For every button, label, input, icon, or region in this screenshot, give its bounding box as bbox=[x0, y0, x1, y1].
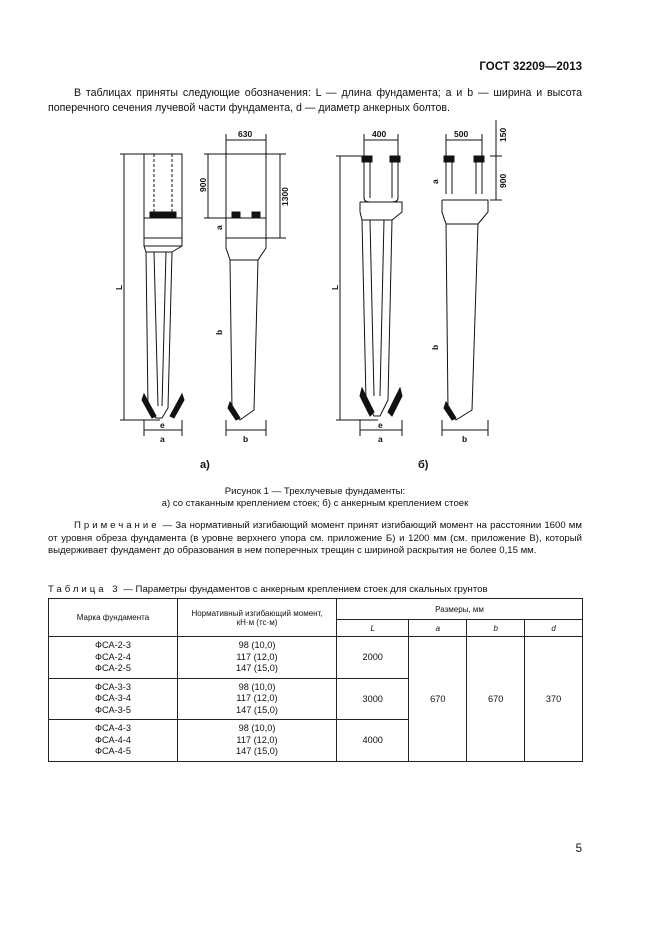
figure-1 bbox=[100, 120, 520, 480]
caption-line-2: а) со стаканным креплением стоек; б) с анкерным креплением стоек bbox=[161, 498, 469, 509]
header-moment-line1: Нормативный изгибающий момент, bbox=[191, 608, 323, 618]
marks-cell: ФСА-2-3 ФСА-2-4 ФСА-2-5 bbox=[49, 637, 178, 679]
page-number: 5 bbox=[575, 843, 582, 855]
header-moment bbox=[178, 599, 337, 637]
header-sizes: Размеры, мм bbox=[337, 599, 583, 620]
header-moment-line2: кН·м (тс·м) bbox=[236, 617, 278, 627]
b-cell: 670 bbox=[467, 637, 525, 762]
subfig-b-label: б) bbox=[418, 459, 429, 471]
dim-L-b: L bbox=[330, 284, 340, 290]
L-cell: 2000 bbox=[337, 637, 409, 679]
d-cell: 370 bbox=[525, 637, 583, 762]
label-a-2: a bbox=[430, 179, 440, 184]
table-row bbox=[49, 637, 583, 679]
caption-line-1: Рисунок 1 — Трехлучевые фундаменты: bbox=[224, 486, 406, 497]
dim-900-a: 900 bbox=[198, 177, 208, 192]
label-a-4: a bbox=[378, 434, 383, 444]
label-e-2: e bbox=[378, 420, 383, 430]
L-cell: 3000 bbox=[337, 678, 409, 720]
standard-number: ГОСТ 32209—2013 bbox=[479, 61, 582, 73]
note-label: Примечание bbox=[74, 520, 160, 531]
header-mark: Марка фундамента bbox=[49, 599, 178, 637]
parameters-table bbox=[48, 598, 583, 762]
figure-caption bbox=[48, 486, 582, 510]
moments-cell: 98 (10,0) 117 (12,0) 147 (15,0) bbox=[178, 720, 337, 762]
foundation-drawings bbox=[100, 120, 520, 480]
header-d: d bbox=[525, 620, 583, 637]
dim-400: 400 bbox=[372, 129, 387, 139]
label-b-2: b bbox=[430, 344, 440, 350]
table-caption bbox=[48, 584, 488, 595]
dim-L-a: L bbox=[114, 284, 124, 290]
header-b: b bbox=[467, 620, 525, 637]
note-text: — За нормативный изгибающий момент принят изгибающий момент на расстоянии 1600 мм от уровня обреза фундамента (в уровне верхнего упора см. приложение Б) и 1200 мм (см. приложение В), который выдерживает фундамент до образования в нем поперечных трещин с шириной раскрытия не более 0,15 мм. bbox=[48, 520, 582, 556]
note-paragraph bbox=[48, 520, 582, 558]
moments-cell: 98 (10,0) 117 (12,0) 147 (15,0) bbox=[178, 678, 337, 720]
dim-900-b: 900 bbox=[498, 173, 508, 188]
dim-630: 630 bbox=[238, 129, 253, 139]
marks-cell: ФСА-4-3 ФСА-4-4 ФСА-4-5 bbox=[49, 720, 178, 762]
intro-paragraph: В таблицах приняты следующие обозначения: L — длина фундамента; a и b — ширина и высота поперечного сечения лучевой части фундамента, d — диаметр анкерных болтов. bbox=[48, 87, 582, 114]
L-cell: 4000 bbox=[337, 720, 409, 762]
label-e-1: e bbox=[160, 420, 165, 430]
marks-cell: ФСА-3-3 ФСА-3-4 ФСА-3-5 bbox=[49, 678, 178, 720]
dim-500: 500 bbox=[454, 129, 469, 139]
label-a-3: a bbox=[160, 434, 165, 444]
table-caption-label: Таблица 3 bbox=[48, 584, 121, 595]
label-b-1: b bbox=[214, 329, 224, 335]
header-a: a bbox=[409, 620, 467, 637]
table-caption-text: — Параметры фундаментов с анкерным креплением стоек для скальных грунтов bbox=[120, 584, 488, 595]
subfig-a-label: а) bbox=[200, 459, 210, 471]
a-cell: 670 bbox=[409, 637, 467, 762]
header-L: L bbox=[337, 620, 409, 637]
moments-cell: 98 (10,0) 117 (12,0) 147 (15,0) bbox=[178, 637, 337, 679]
dim-1300: 1300 bbox=[280, 187, 290, 206]
label-b-4: b bbox=[462, 434, 468, 444]
dim-150: 150 bbox=[498, 127, 508, 142]
label-b-3: b bbox=[243, 434, 249, 444]
label-a-1: a bbox=[214, 225, 224, 230]
